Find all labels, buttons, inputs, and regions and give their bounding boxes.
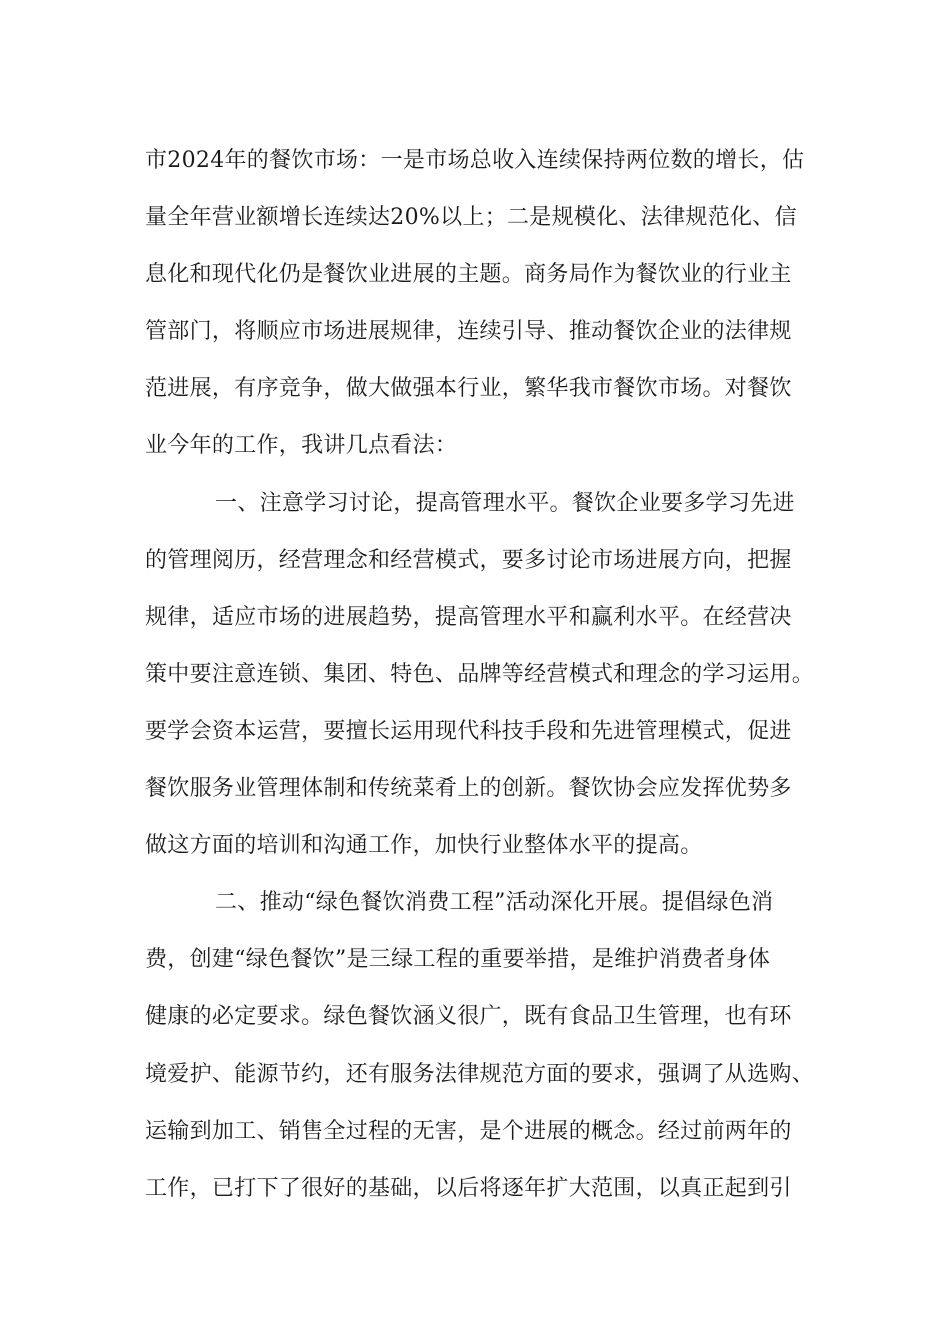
text-line: 要学会资本运营，要擅长运用现代科技手段和先进管理模式，促进 (145, 718, 792, 744)
text-line: 管部门，将顺应市场进展规律，连续引导、推动餐饮企业的法律规 (145, 319, 792, 345)
text-line: 的管理阅历，经营理念和经营模式，要多讨论市场进展方向，把握 (145, 547, 792, 573)
text-line: 业今年的工作，我讲几点看法： (145, 433, 458, 459)
paragraph-start-line: 一、注意学习讨论，提高管理水平。餐饮企业要多学习先进 (215, 490, 795, 516)
text-line: 健康的必定要求。绿色餐饮涵义很广，既有食品卫生管理，也有环 (145, 1004, 792, 1030)
text-line: 策中要注意连锁、集团、特色、品牌等经营模式和理念的学习运用。 (145, 661, 815, 687)
text-line: 做这方面的培训和沟通工作，加快行业整体水平的提高。 (145, 833, 703, 859)
text-line: 费，创建“绿色餐饮”是三绿工程的重要举措，是维护消费者身体 (145, 947, 771, 973)
text-line: 餐饮服务业管理体制和传统菜肴上的创新。餐饮协会应发挥优势多 (145, 776, 792, 802)
text-line: 运输到加工、销售全过程的无害，是个进展的概念。经过前两年的 (145, 1118, 792, 1144)
text-line: 境爱护、能源节约，还有服务法律规范方面的要求，强调了从选购、 (145, 1061, 815, 1087)
text-line: 范进展，有序竞争，做大做强本行业，繁华我市餐饮市场。对餐饮 (145, 376, 792, 402)
text-line: 工作，已打下了很好的基础，以后将逐年扩大范围，以真正起到引 (145, 1175, 792, 1201)
text-line: 量全年营业额增长连续达20%以上；二是规模化、法律规范化、信 (145, 205, 797, 231)
text-line: 市2024年的餐饮市场：一是市场总收入连续保持两位数的增长，估 (145, 148, 805, 173)
paragraph-start-line: 二、推动“绿色餐饮消费工程”活动深化开展。提倡绿色消 (215, 890, 774, 916)
document-body (145, 132, 815, 1217)
text-line: 规律，适应市场的进展趋势，提高管理水平和赢利水平。在经营决 (145, 604, 792, 630)
text-line: 息化和现代化仍是餐饮业进展的主题。商务局作为餐饮业的行业主 (145, 262, 792, 288)
